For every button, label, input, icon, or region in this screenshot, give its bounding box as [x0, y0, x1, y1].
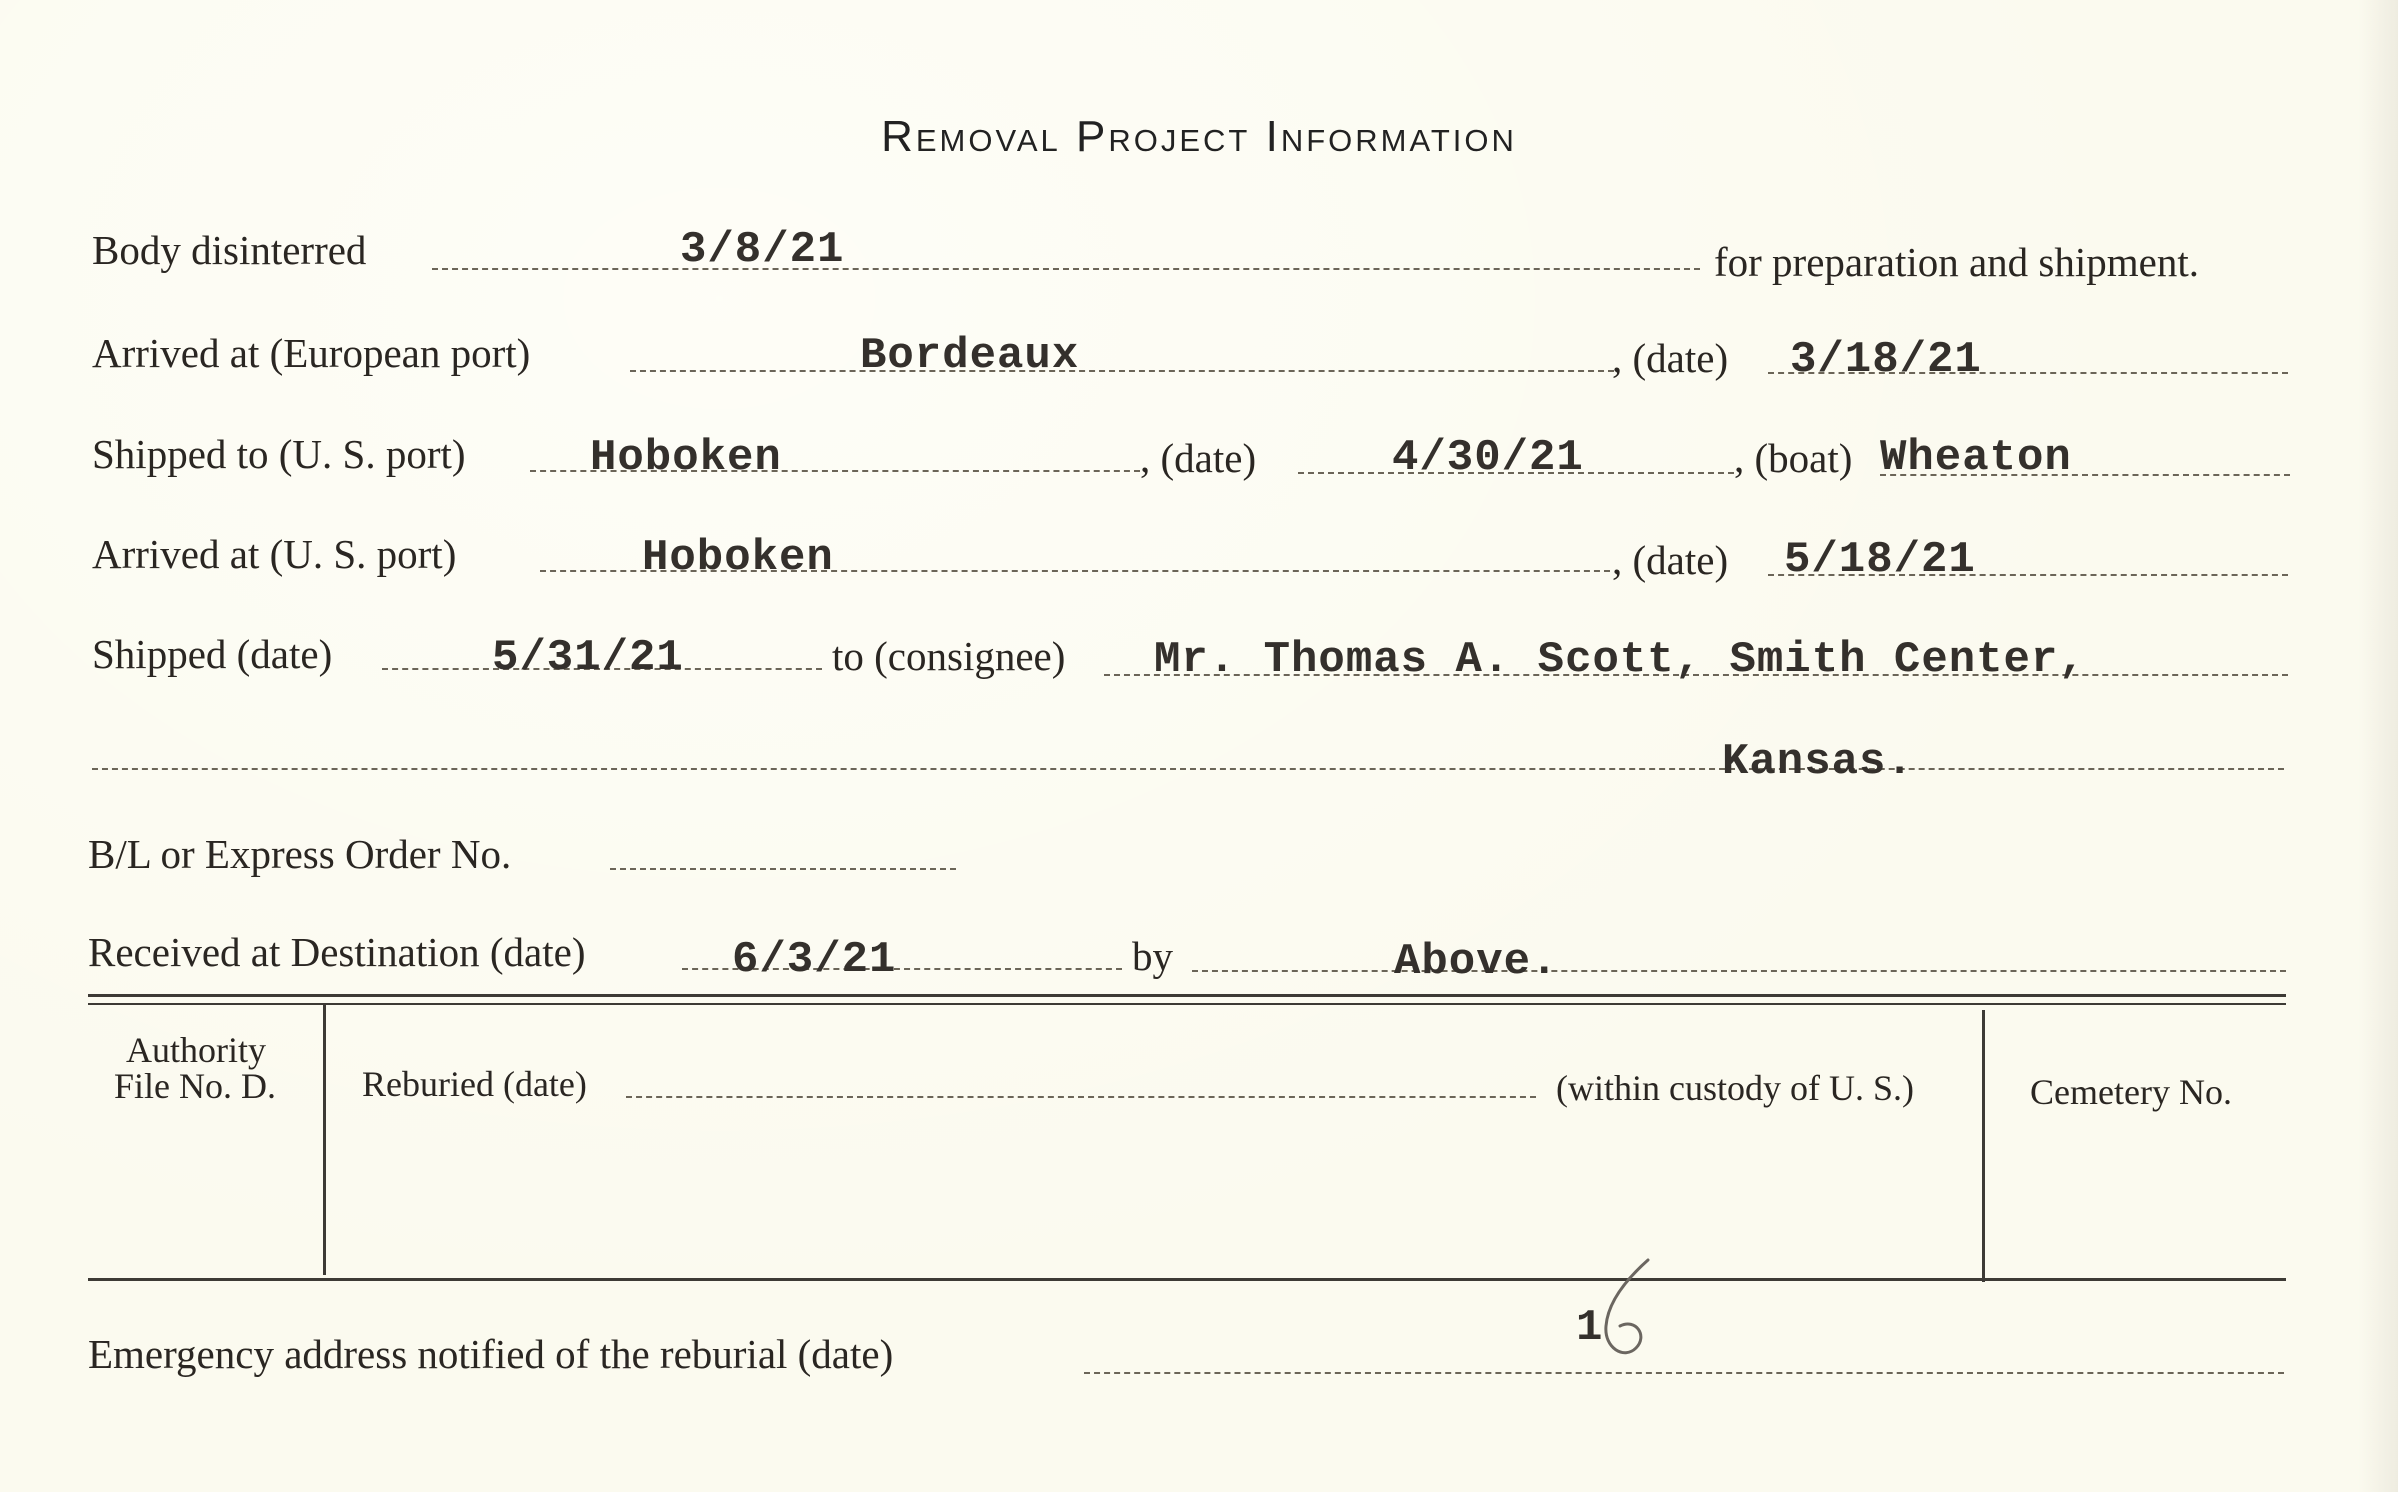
- section-rule-bottom: [88, 1278, 2286, 1281]
- section-rule-top: [88, 994, 2286, 997]
- arrived-european-line: [630, 370, 1614, 372]
- consignee-continuation-line: [92, 768, 2284, 770]
- reburied-label: Reburied (date): [362, 1064, 587, 1104]
- bl-label: B/L or Express Order No.: [88, 831, 512, 877]
- card-edge-shadow: [2358, 0, 2398, 1492]
- cemetery-label: Cemetery No.: [2030, 1072, 2232, 1112]
- arrived-us-label: Arrived at (U. S. port): [92, 531, 457, 577]
- arrived-european-label: Arrived at (European port): [92, 330, 531, 376]
- emergency-line: [1084, 1372, 2284, 1374]
- shipped-us-date: 4/30/21: [1392, 433, 1584, 483]
- boat-label: , (boat): [1734, 435, 1853, 481]
- handwritten-mark: [1590, 1256, 1660, 1366]
- shipped-us-label: Shipped to (U. S. port): [92, 431, 466, 477]
- arrived-european-value: Bordeaux: [860, 331, 1080, 381]
- boat-value: Wheaton: [1880, 433, 2072, 483]
- arrived-european-date: 3/18/21: [1790, 335, 1982, 385]
- authority-label-2: File No. D.: [114, 1066, 276, 1106]
- authority-label-1: Authority: [126, 1030, 266, 1070]
- prep-suffix: for preparation and shipment.: [1714, 239, 2200, 285]
- body-disinterred-value: 3/8/21: [680, 225, 845, 275]
- consignee-value-line2: Kansas.: [1722, 737, 1914, 787]
- shipped-date-value: 5/31/21: [492, 633, 684, 683]
- arrived-european-date-label: , (date): [1612, 335, 1729, 381]
- received-value: 6/3/21: [732, 935, 897, 985]
- body-disinterred-label: Body disinterred: [92, 227, 367, 273]
- arrived-us-date-label: , (date): [1612, 537, 1729, 583]
- arrived-us-date: 5/18/21: [1784, 535, 1976, 585]
- bl-line: [610, 868, 956, 870]
- by-value: Above.: [1394, 937, 1559, 987]
- shipped-date-label: Shipped (date): [92, 631, 333, 677]
- shipped-us-value: Hoboken: [590, 433, 782, 483]
- by-label: by: [1132, 933, 1173, 979]
- consignee-value-line1: Mr. Thomas A. Scott, Smith Center,: [1154, 635, 2086, 685]
- column-divider-left: [323, 1005, 326, 1275]
- form-title: Removal Project Information: [881, 112, 1517, 161]
- custody-label: (within custody of U. S.): [1556, 1068, 1914, 1108]
- shipped-us-date-label: , (date): [1140, 435, 1257, 481]
- reburied-line: [626, 1096, 1536, 1098]
- section-rule-top-2: [88, 1003, 2286, 1005]
- arrived-us-value: Hoboken: [642, 533, 834, 583]
- consignee-label: to (consignee): [832, 633, 1066, 679]
- stamp-number: 1: [1576, 1303, 1604, 1353]
- body-disinterred-line: [432, 268, 1700, 270]
- received-label: Received at Destination (date): [88, 929, 586, 975]
- column-divider-right: [1982, 1010, 1985, 1282]
- emergency-label: Emergency address notified of the reburial (date): [88, 1331, 894, 1377]
- by-line: [1192, 970, 2286, 972]
